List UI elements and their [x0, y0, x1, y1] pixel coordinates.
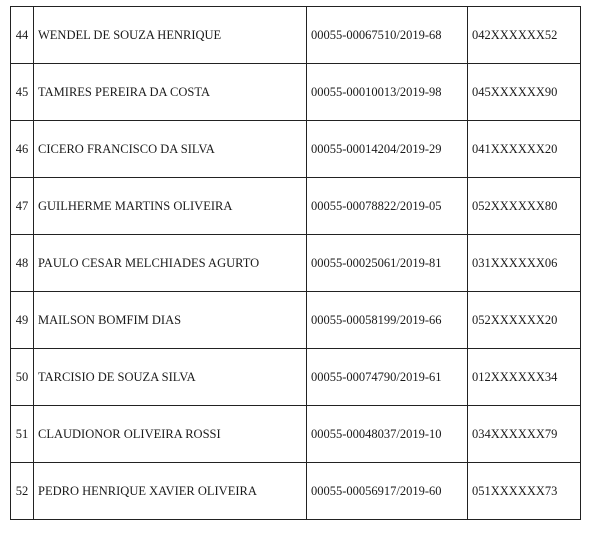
process-number: 00055-00014204/2019-29 [307, 121, 468, 178]
process-number: 00055-00010013/2019-98 [307, 64, 468, 121]
masked-cpf: 042XXXXXX52 [468, 7, 581, 64]
table-row [11, 178, 581, 235]
masked-cpf: 052XXXXXX20 [468, 292, 581, 349]
row-number: 47 [11, 178, 34, 235]
table-row [11, 406, 581, 463]
person-name: MAILSON BOMFIM DIAS [34, 292, 307, 349]
process-number: 00055-00074790/2019-61 [307, 349, 468, 406]
process-number: 00055-00056917/2019-60 [307, 463, 468, 520]
masked-cpf: 012XXXXXX34 [468, 349, 581, 406]
person-name: GUILHERME MARTINS OLIVEIRA [34, 178, 307, 235]
row-number: 44 [11, 7, 34, 64]
table-row [11, 235, 581, 292]
row-number: 49 [11, 292, 34, 349]
row-number: 45 [11, 64, 34, 121]
table-row [11, 463, 581, 520]
row-number: 52 [11, 463, 34, 520]
row-number: 50 [11, 349, 34, 406]
process-number: 00055-00078822/2019-05 [307, 178, 468, 235]
row-number: 48 [11, 235, 34, 292]
person-name: CICERO FRANCISCO DA SILVA [34, 121, 307, 178]
person-name: PAULO CESAR MELCHIADES AGURTO [34, 235, 307, 292]
process-number: 00055-00058199/2019-66 [307, 292, 468, 349]
row-number: 46 [11, 121, 34, 178]
row-number: 51 [11, 406, 34, 463]
table-row [11, 121, 581, 178]
process-number: 00055-00025061/2019-81 [307, 235, 468, 292]
table-row [11, 349, 581, 406]
masked-cpf: 034XXXXXX79 [468, 406, 581, 463]
process-number: 00055-00048037/2019-10 [307, 406, 468, 463]
table-row [11, 292, 581, 349]
masked-cpf: 041XXXXXX20 [468, 121, 581, 178]
masked-cpf: 051XXXXXX73 [468, 463, 581, 520]
table-row [11, 7, 581, 64]
person-name: TAMIRES PEREIRA DA COSTA [34, 64, 307, 121]
masked-cpf: 045XXXXXX90 [468, 64, 581, 121]
process-number: 00055-00067510/2019-68 [307, 7, 468, 64]
masked-cpf: 052XXXXXX80 [468, 178, 581, 235]
person-name: TARCISIO DE SOUZA SILVA [34, 349, 307, 406]
candidate-table [10, 6, 581, 520]
person-name: WENDEL DE SOUZA HENRIQUE [34, 7, 307, 64]
person-name: CLAUDIONOR OLIVEIRA ROSSI [34, 406, 307, 463]
masked-cpf: 031XXXXXX06 [468, 235, 581, 292]
table-row [11, 64, 581, 121]
person-name: PEDRO HENRIQUE XAVIER OLIVEIRA [34, 463, 307, 520]
